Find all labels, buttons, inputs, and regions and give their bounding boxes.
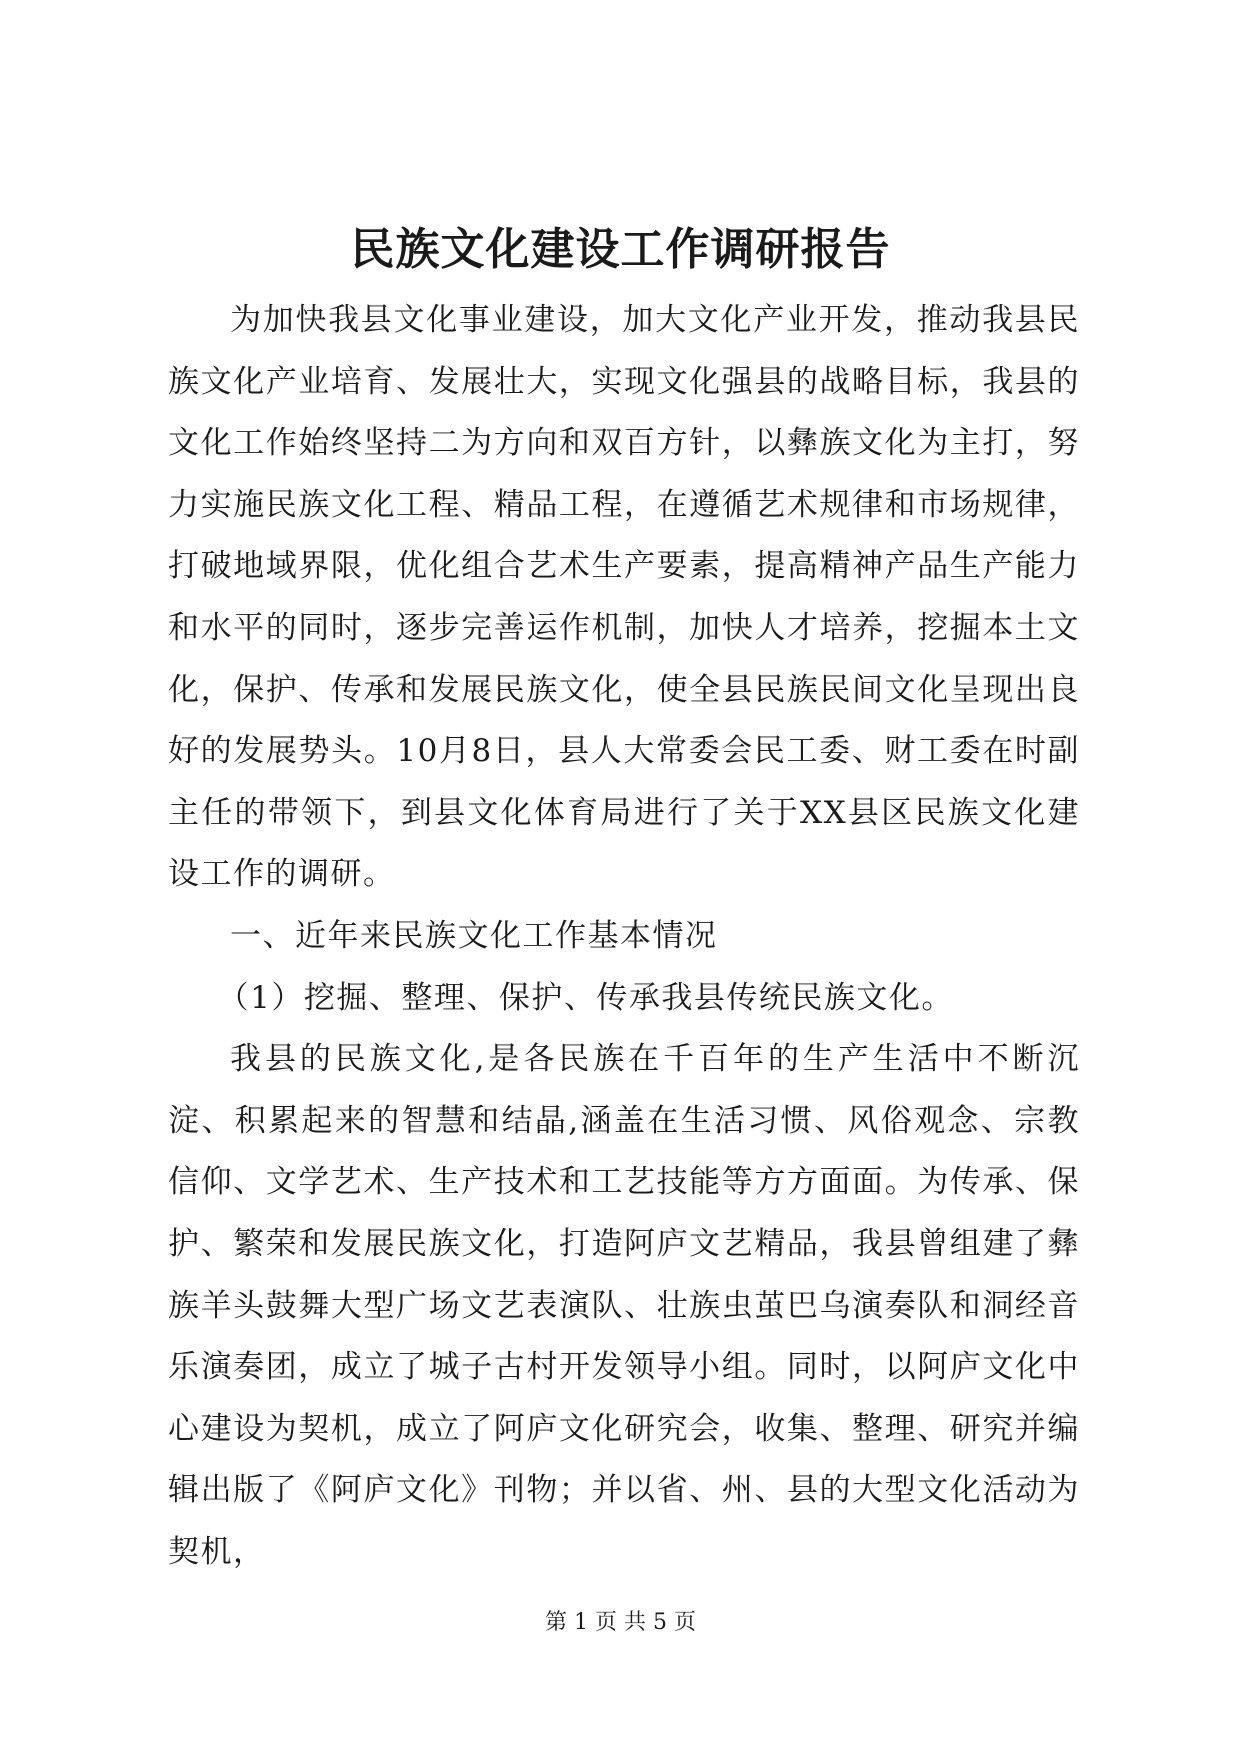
subsection-heading: （1）挖掘、整理、保护、传承我县传统民族文化。 (217, 979, 954, 1016)
paragraph-culture: 我县的民族文化,是各民族在千百年的生产生活中不断沉淀、积累起来的智慧和结晶,涵盖在生活习惯、风俗观念、宗教信仰、文学艺术、生产技术和工艺技能等方方面面。为传承、保护、繁荣和发展民族文化，打造阿庐文艺精品，我县曾组建了彝族羊头鼓舞大型广场文艺表演队、壮族虫茧巴乌演奏队和洞经音乐演奏团，成立了城子古村开发领导小组。同时，以阿庐文化中心建设为契机，成立了阿庐文化研究会，收集、整理、研究并编辑出版了《阿庐文化》刊物；并以省、州、县的大型文化活动为契机， (168, 1041, 1080, 1570)
paragraph-intro: 为加快我县文化事业建设，加大文化产业开发，推动我县民族文化产业培育、发展壮大，实现文化强县的战略目标，我县的文化工作始终坚持二为方向和双百方针，以彝族文化为主打，努力实施民族文化工程、精品工程，在遵循艺术规律和市场规律，打破地域界限，优化组合艺术生产要素，提高精神产品生产能力和水平的同时，逐步完善运作机制，加快人才培养，挖掘本土文化，保护、传承和发展民族文化，使全县民族民间文化呈现出良好的发展势头。10月8日，县人大常委会民工委、财工委在时副主任的带领下，到县文化体育局进行了关于XX县区民族文化建设工作的调研。 (168, 302, 1080, 893)
page-footer: 第 1 页 共 5 页 (545, 1610, 696, 1635)
document-body (168, 290, 1080, 1583)
section-heading: 一、近年来民族文化工作基本情况 (230, 917, 718, 954)
document-title: 民族文化建设工作调研报告 (350, 224, 891, 275)
